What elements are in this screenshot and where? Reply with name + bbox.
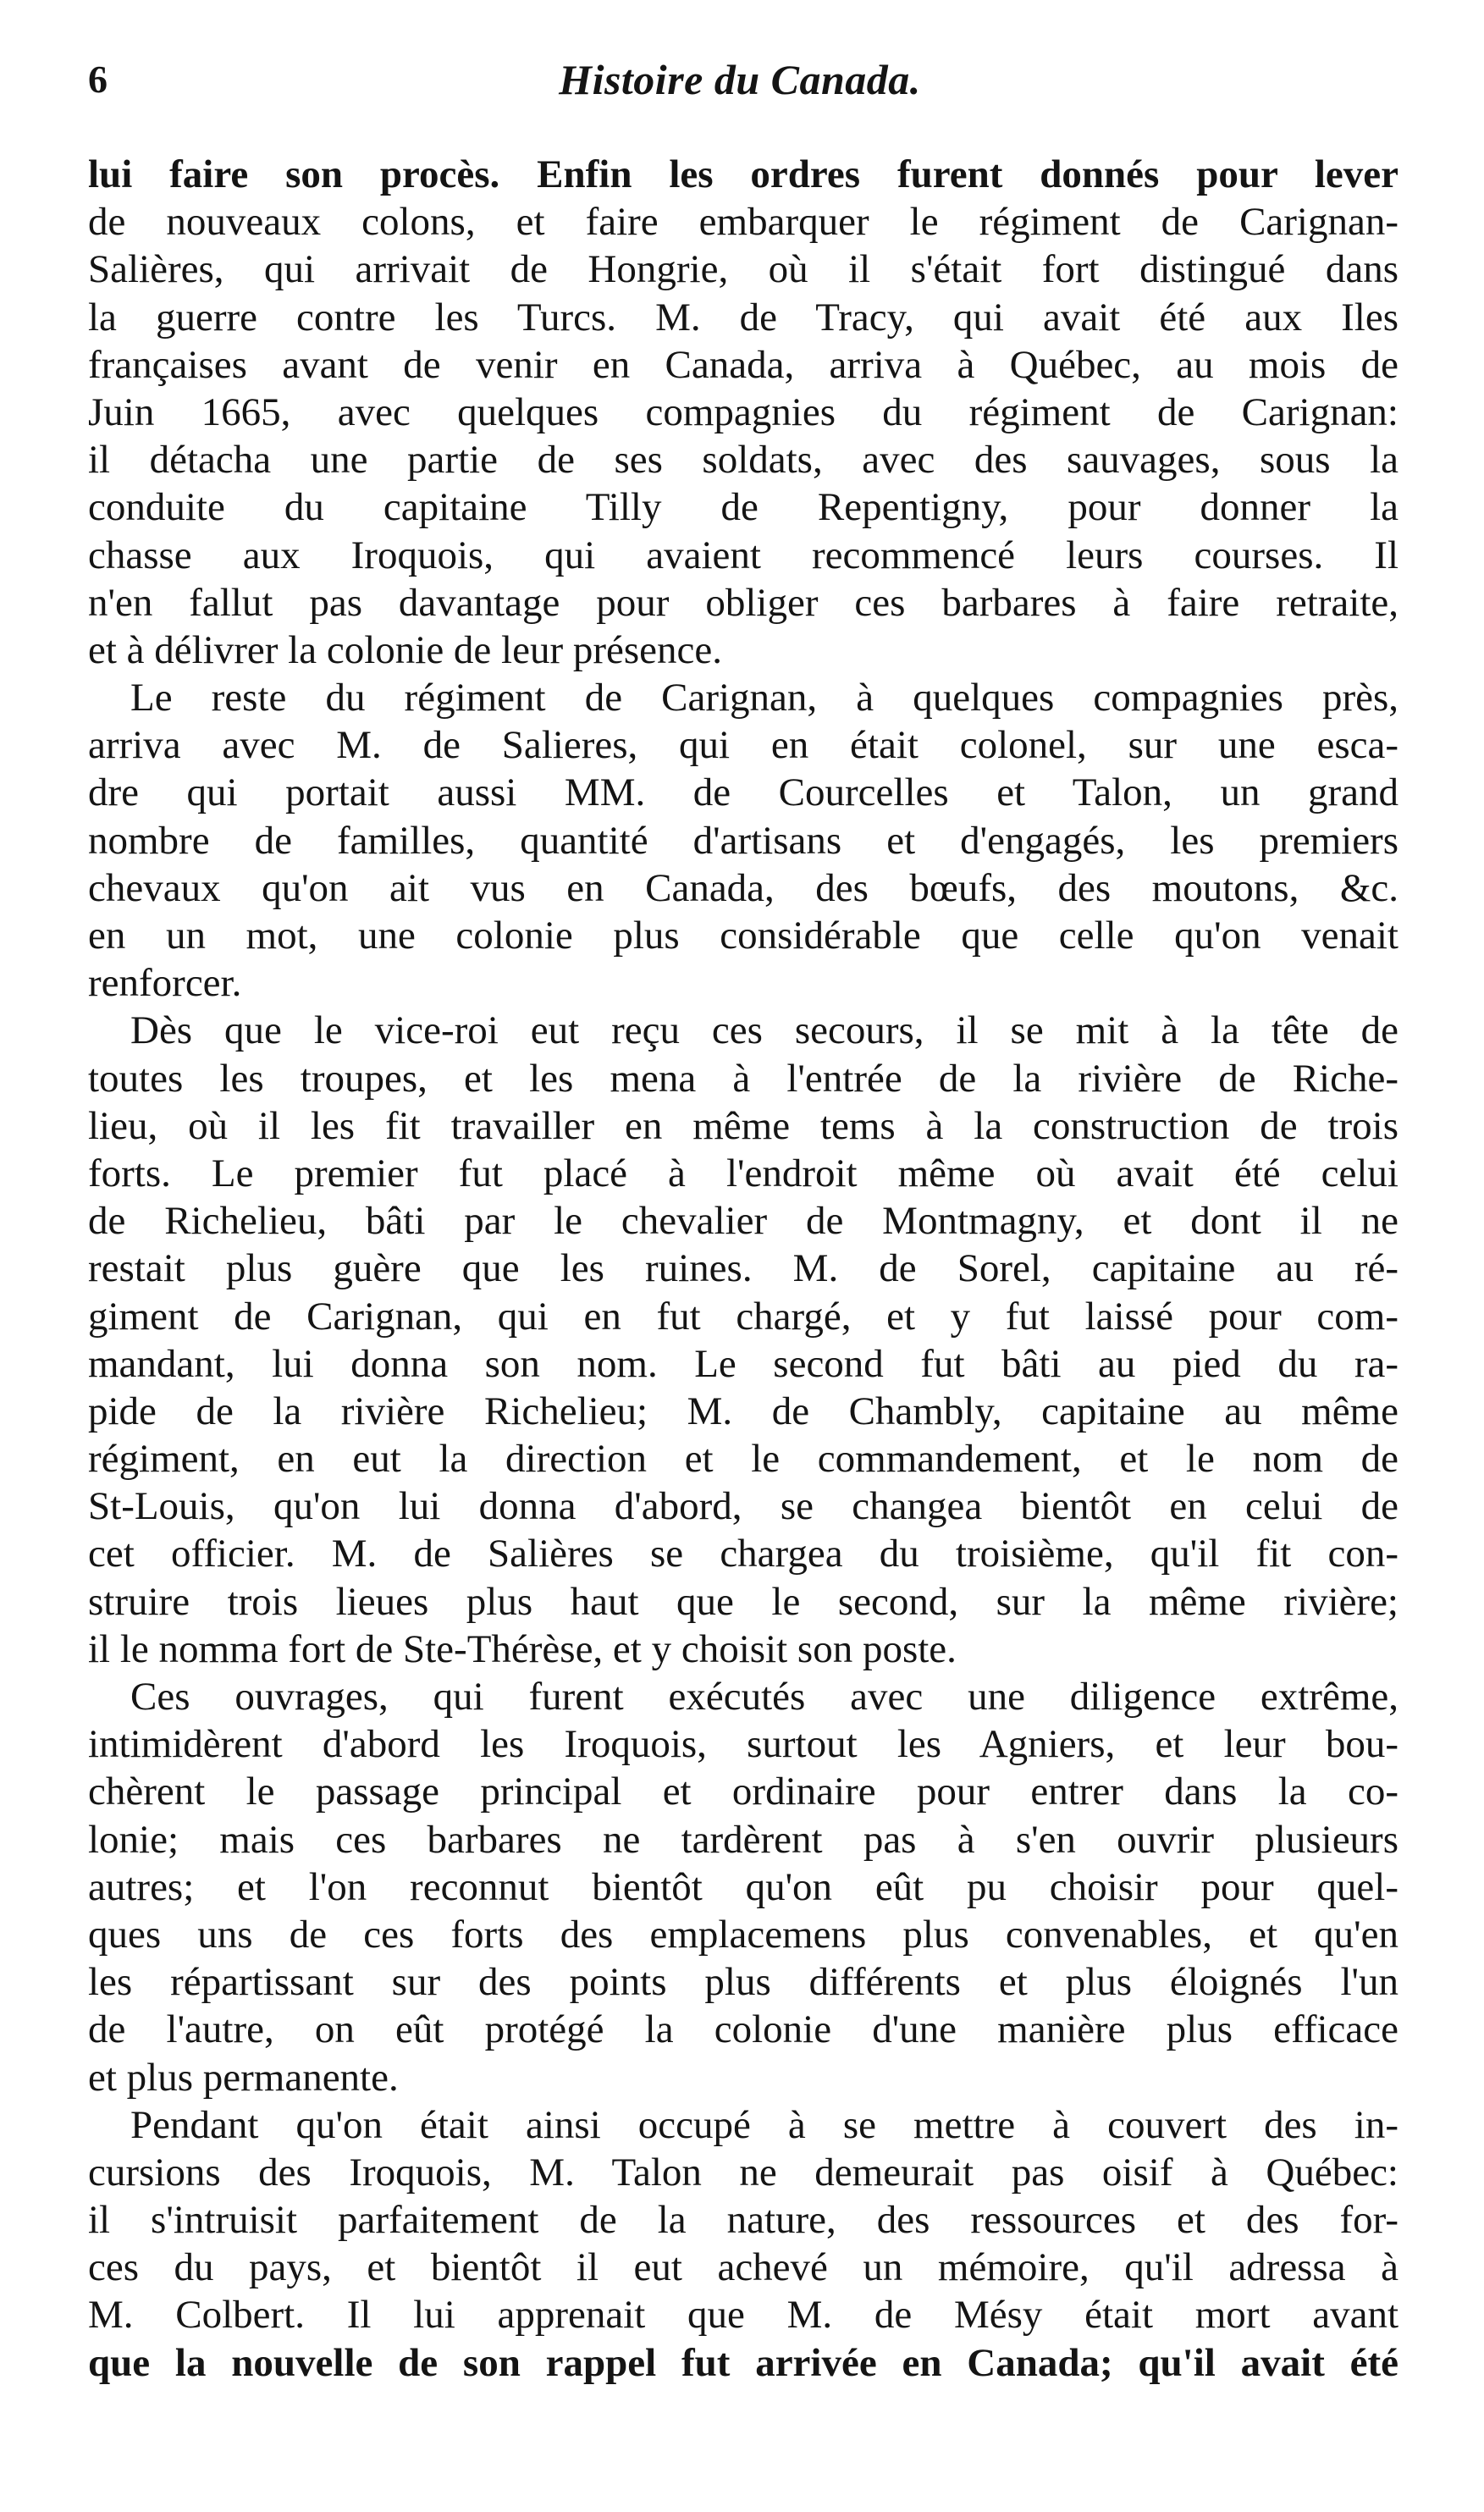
text-line: arriva avec M. de Salieres, qui en était colonel, sur une esca- [88,723,1398,768]
text-line: ces du pays, et bientôt il eut achevé un mémoire, qu'il adressa à [88,2245,1398,2290]
text-line: pide de la rivière Richelieu; M. de Chambly, capitaine au même [88,1389,1398,1433]
body-text [88,151,1398,2387]
text-line: renforcer. [88,961,242,1006]
text-line: de Richelieu, bâti par le chevalier de Montmagny, et dont il ne [88,1199,1398,1244]
text-line: mandant, lui donna son nom. Le second fut bâti au pied du ra- [88,1341,1398,1386]
text-line: et plus permanente. [88,2055,399,2100]
text-line: lieu, où il les fit travailler en même tems à la construction de trois [88,1103,1398,1148]
text-line: restait plus guère que les ruines. M. de Sorel, capitaine au ré- [88,1246,1398,1291]
text-line: la guerre contre les Turcs. M. de Tracy, qui avait été aux Iles [88,295,1398,340]
text-line: il détacha une partie de ses soldats, avec des sauvages, sous la [88,438,1398,483]
text-line: lui faire son procès. Enfin les ordres furent donnés pour lever [88,152,1398,196]
text-line: nombre de familles, quantité d'artisans et d'engagés, les premiers [88,818,1398,863]
text-line: St-Louis, qu'on lui donna d'abord, se changea bientôt en celui de [88,1484,1398,1529]
text-line: Le reste du régiment de Carignan, à quelques compagnies près, [130,676,1398,720]
text-line: il s'intruisit parfaitement de la nature, des ressources et des for- [88,2198,1398,2243]
text-line: intimidèrent d'abord les Iroquois, surtout les Agniers, et leur bou- [88,1722,1398,1767]
text-line: toutes les troupes, et les mena à l'entrée de la rivière de Riche- [88,1056,1398,1101]
text-line: régiment, en eut la direction et le commandement, et le nom de [88,1437,1398,1482]
text-line: de nouveaux colons, et faire embarquer le régiment de Carignan- [88,200,1398,245]
text-line: struire trois lieues plus haut que le second, sur la même rivière; [88,1579,1398,1624]
page-header [88,51,1392,119]
text-line: Juin 1665, avec quelques compagnies du régiment de Carignan: [88,389,1398,434]
text-line: forts. Le premier fut placé à l'endroit même où avait été celui [88,1151,1398,1195]
text-line: les répartissant sur des points plus différents et plus éloignés l'un [88,1960,1398,2005]
text-line: il le nomma fort de Ste-Thérèse, et y choisit son poste. [88,1626,957,1671]
text-line: Ces ouvrages, qui furent exécutés avec une diligence extrême, [130,1675,1398,1719]
text-line: conduite du capitaine Tilly de Repentigny, pour donner la [88,485,1398,530]
text-line: que la nouvelle de son rappel fut arrivée en Canada; qu'il avait été [88,2340,1398,2385]
text-line: chasse aux Iroquois, qui avaient recommencé leurs courses. Il [88,533,1398,577]
text-line: autres; et l'on reconnut bientôt qu'on eût pu choisir pour quel- [88,1864,1398,1909]
text-line: ques uns de ces forts des emplacemens plus convenables, et qu'en [88,1912,1398,1957]
text-line: chevaux qu'on ait vus en Canada, des bœufs, des moutons, &c. [88,865,1398,910]
text-line: cursions des Iroquois, M. Talon ne demeurait pas oisif à Québec: [88,2150,1398,2195]
text-line: françaises avant de venir en Canada, arriva à Québec, au mois de [88,342,1398,387]
text-line: de l'autre, on eût protégé la colonie d'une manière plus efficace [88,2007,1398,2052]
text-line: Pendant qu'on était ainsi occupé à se mettre à couvert des in- [130,2102,1398,2147]
text-line: Salières, qui arrivait de Hongrie, où il s'était fort distingué dans [88,247,1398,292]
running-title: Histoire du Canada. [559,56,921,103]
text-line: Dès que le vice-roi eut reçu ces secours, il se mit à la tête de [130,1008,1398,1053]
text-line: lonie; mais ces barbares ne tardèrent pas à s'en ouvrir plusieurs [88,1817,1398,1862]
text-line: n'en fallut pas davantage pour obliger ces barbares à faire retraite, [88,580,1398,625]
page-number: 6 [88,58,108,101]
text-line: et à délivrer la colonie de leur présence. [88,627,722,672]
text-line: chèrent le passage principal et ordinaire pour entrer dans la co- [88,1769,1398,1814]
text-line: dre qui portait aussi MM. de Courcelles et Talon, un grand [88,770,1398,815]
text-line: cet officier. M. de Salières se chargea du troisième, qu'il fit con- [88,1532,1398,1576]
text-line: en un mot, une colonie plus considérable que celle qu'on venait [88,914,1398,958]
text-line: giment de Carignan, qui en fut chargé, et y fut laissé pour com- [88,1294,1398,1339]
text-line: M. Colbert. Il lui apprenait que M. de Mésy était mort avant [88,2293,1398,2338]
